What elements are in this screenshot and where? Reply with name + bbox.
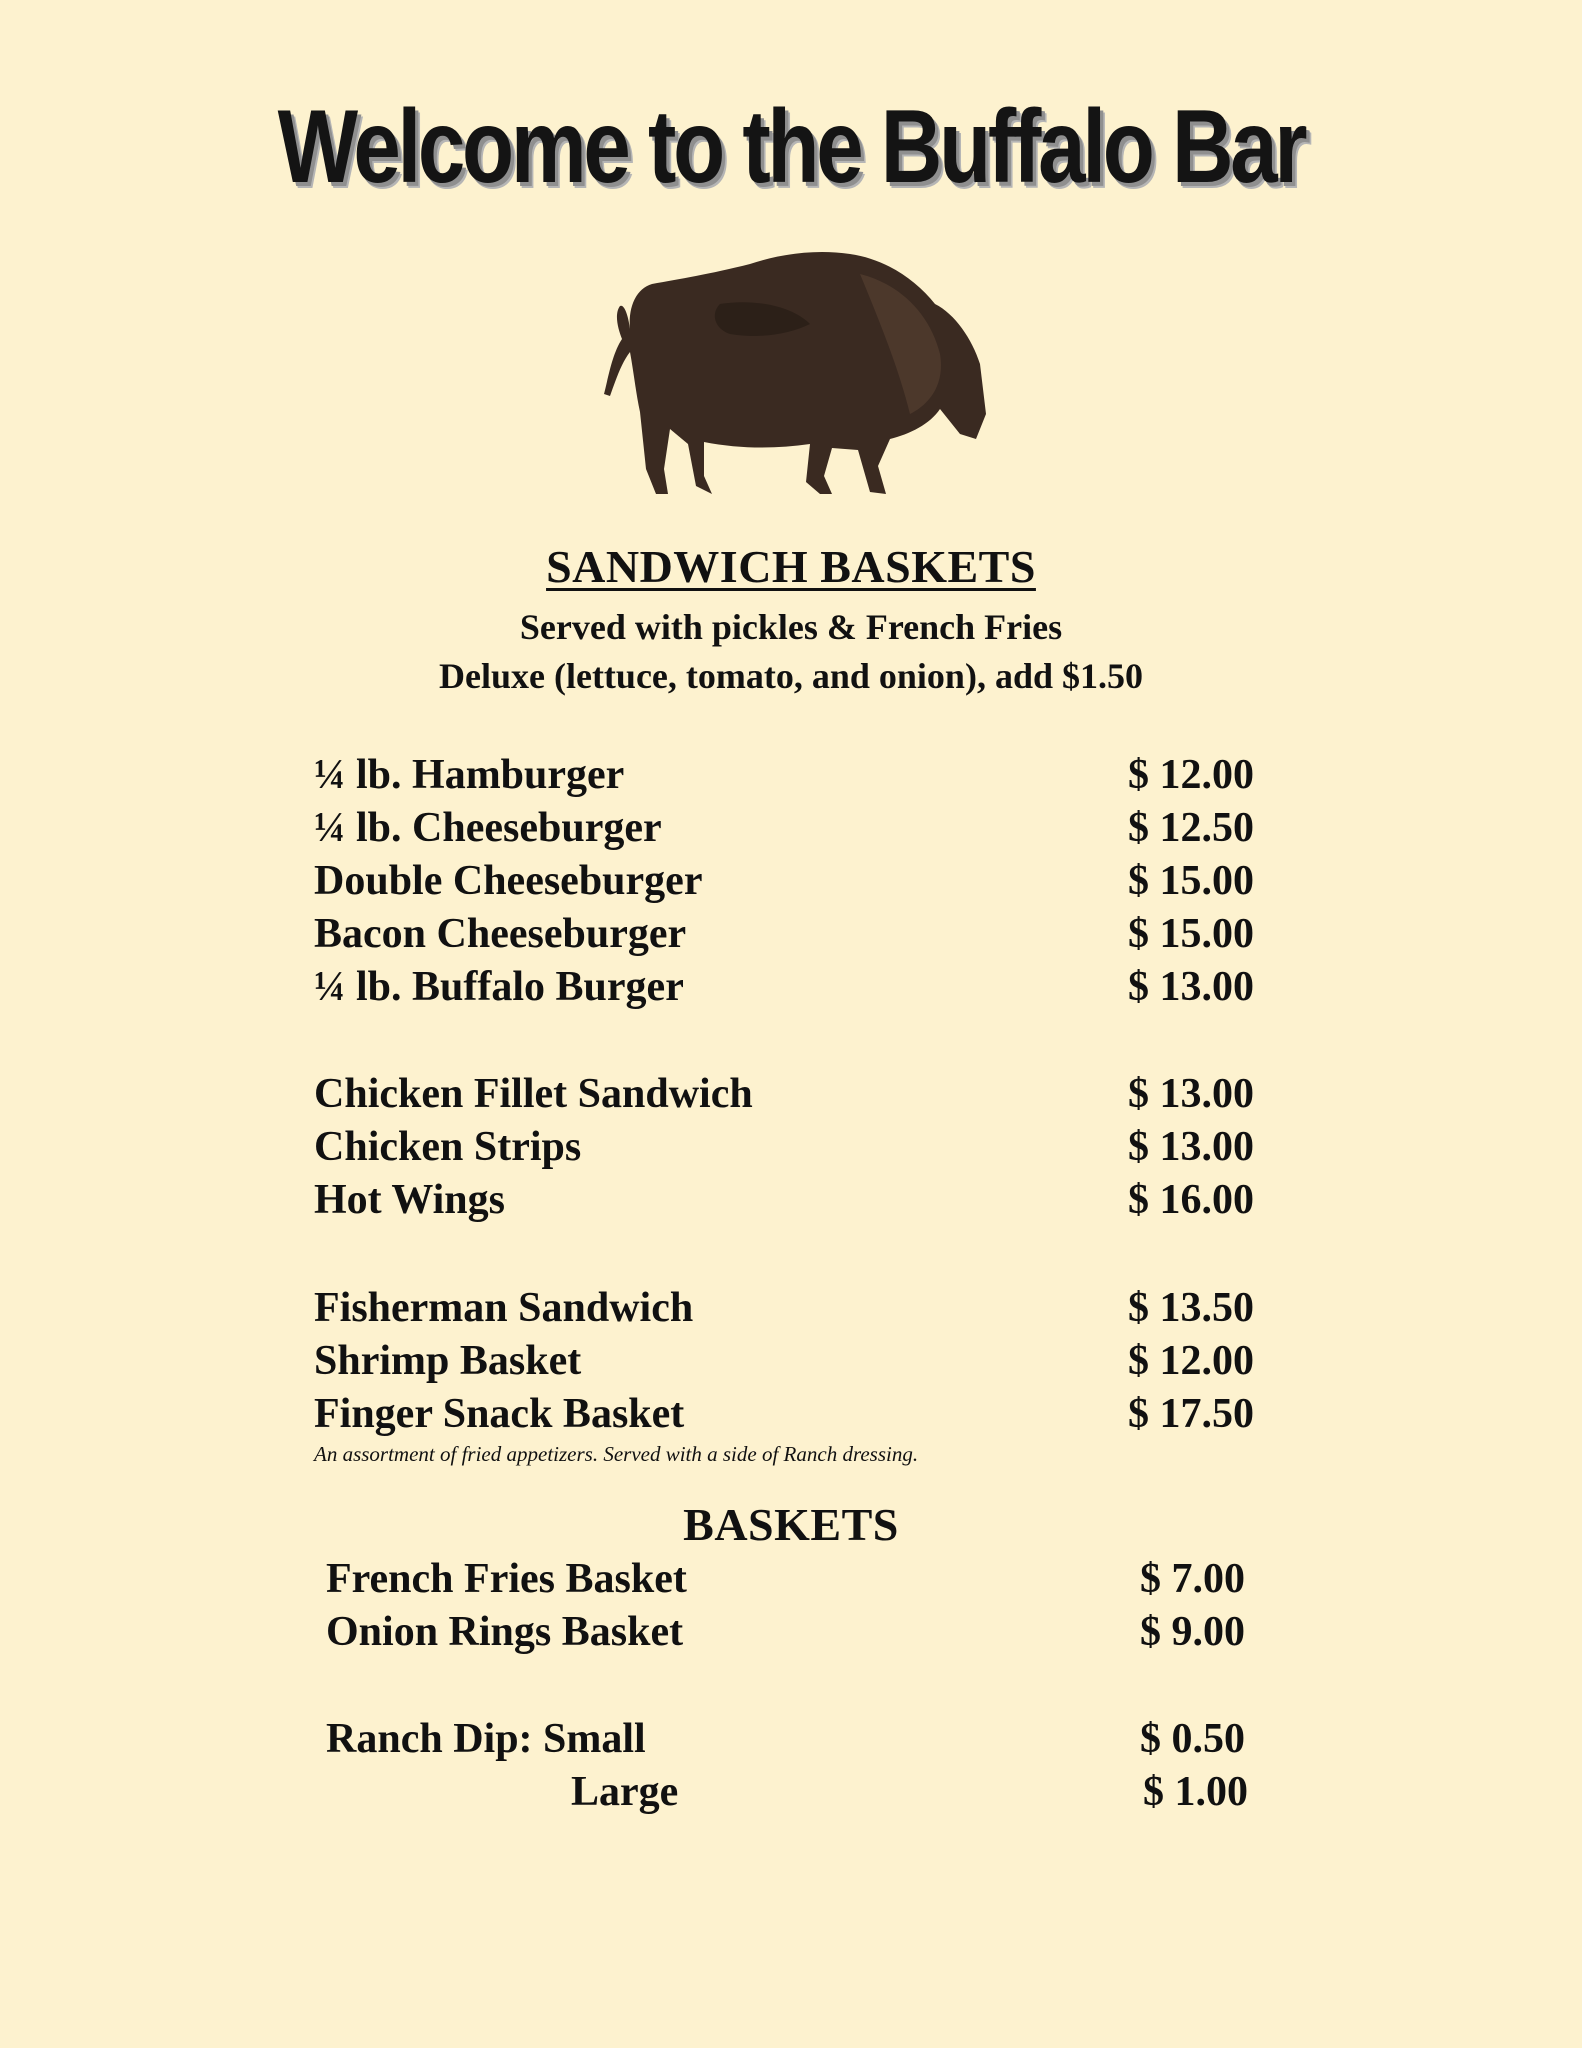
menu-item-price: $ 7.00	[1140, 1556, 1245, 1602]
menu-item-price: $ 0.50	[1140, 1716, 1245, 1762]
menu-item-price: $ 9.00	[1140, 1609, 1245, 1655]
menu-item-name: Shrimp Basket	[314, 1338, 582, 1384]
menu-item-price: $ 13.00	[1128, 1124, 1254, 1170]
sandwich-baskets-subtitle-sides: Served with pickles & French Fries	[519, 607, 1063, 647]
menu-item-price: $ 13.00	[1128, 964, 1254, 1010]
menu-item-price: $ 13.50	[1128, 1285, 1254, 1331]
menu-item-name: French Fries Basket	[326, 1556, 687, 1602]
menu-item-name: Finger Snack Basket	[314, 1391, 685, 1437]
menu-item-name: Fisherman Sandwich	[314, 1285, 694, 1331]
menu-item-price: $ 1.00	[1143, 1769, 1248, 1815]
menu-item-name: ¼ lb. Hamburger	[314, 752, 625, 798]
menu-item-price: $ 17.50	[1128, 1391, 1254, 1437]
menu-item-price: $ 12.00	[1128, 1338, 1254, 1384]
menu-item-name: Ranch Dip: Small	[326, 1716, 646, 1762]
menu-item-name: Chicken Fillet Sandwich	[314, 1071, 753, 1117]
menu-item-price: $ 16.00	[1128, 1177, 1254, 1223]
menu-item-name: Hot Wings	[314, 1177, 506, 1223]
menu-item-name: ¼ lb. Cheeseburger	[314, 805, 662, 851]
menu-item-name: Onion Rings Basket	[326, 1609, 684, 1655]
menu-item-name: Double Cheeseburger	[314, 858, 703, 904]
menu-item-note: An assortment of fried appetizers. Served with a side of Ranch dressing.	[314, 1442, 919, 1466]
menu-item-name: Bacon Cheeseburger	[314, 911, 687, 957]
menu-item-name: Chicken Strips	[314, 1124, 582, 1170]
menu-item-price: $ 15.00	[1128, 911, 1254, 957]
section-title-baskets: BASKETS	[683, 1499, 899, 1550]
menu-item-name: ¼ lb. Buffalo Burger	[314, 964, 684, 1010]
bison-icon	[600, 244, 990, 504]
menu-item-price: $ 15.00	[1128, 858, 1254, 904]
sandwich-baskets-subtitle-deluxe: Deluxe (lettuce, tomato, and onion), add $1.50	[439, 656, 1143, 696]
menu-item-price: $ 12.00	[1128, 752, 1254, 798]
menu-item-name: Large	[571, 1769, 679, 1815]
section-title-sandwich-baskets: SANDWICH BASKETS	[546, 541, 1036, 592]
menu-item-price: $ 13.00	[1128, 1071, 1254, 1117]
page-title: Welcome to the Buffalo Bar	[277, 89, 1305, 205]
menu-item-price: $ 12.50	[1128, 805, 1254, 851]
